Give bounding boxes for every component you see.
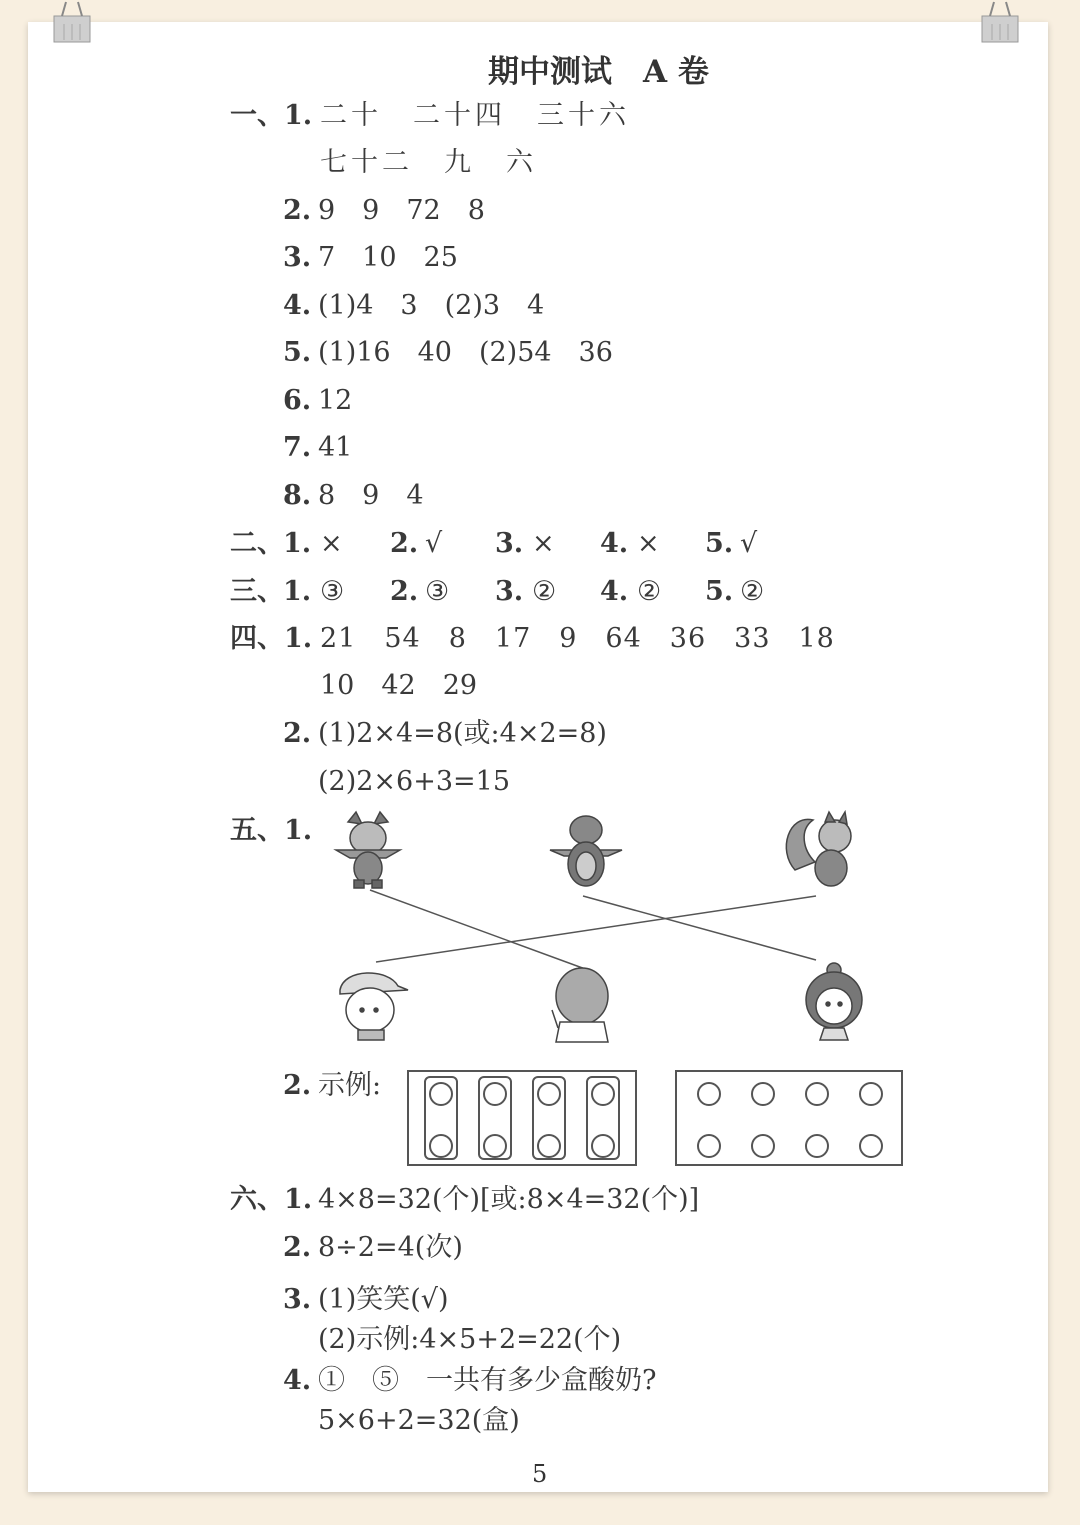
question-number: 2. bbox=[283, 195, 312, 226]
circle-icon bbox=[697, 1082, 721, 1106]
answer-mark: × bbox=[320, 528, 343, 559]
question-number: 4. bbox=[283, 1365, 312, 1396]
answer-text: (1)2×4=8(或:4×2=8) bbox=[318, 718, 607, 749]
answer-choice: ③ bbox=[320, 576, 345, 607]
question-number: 8. bbox=[283, 480, 312, 511]
circle-icon bbox=[805, 1134, 829, 1158]
answer-mark: × bbox=[637, 528, 660, 559]
circle-icon bbox=[751, 1134, 775, 1158]
answer-text: 9 9 72 8 bbox=[318, 195, 485, 226]
question-number: 4. bbox=[600, 528, 629, 559]
question-number: 3. bbox=[495, 528, 524, 559]
penguin-icon bbox=[550, 816, 622, 886]
question-number: 5. bbox=[705, 528, 734, 559]
answer-choice: ② bbox=[532, 576, 557, 607]
circle-icon bbox=[591, 1134, 615, 1158]
answer-text: (1)16 40 (2)54 36 bbox=[318, 337, 613, 368]
question-number: 3. bbox=[283, 1284, 312, 1315]
answer-text: 8 9 4 bbox=[318, 480, 424, 511]
binder-clip-icon bbox=[50, 0, 94, 44]
question-number: 5. bbox=[705, 576, 734, 607]
question-number: 6. bbox=[283, 385, 312, 416]
circle-icon bbox=[859, 1082, 883, 1106]
circle-icon bbox=[751, 1082, 775, 1106]
boy-cap-icon bbox=[340, 973, 408, 1040]
question-number: 4. bbox=[283, 290, 312, 321]
answer-choice: ③ bbox=[425, 576, 450, 607]
answer-text: 12 bbox=[318, 385, 353, 416]
circle-icon bbox=[483, 1082, 507, 1106]
question-number: 1. bbox=[283, 528, 312, 559]
binder-clip-icon bbox=[978, 0, 1022, 44]
answer-mark: × bbox=[532, 528, 555, 559]
question-number: 3. bbox=[495, 576, 524, 607]
answer-text: (2)示例:4×5+2=22(个) bbox=[318, 1324, 622, 1355]
section-4-label: 四、1. bbox=[230, 623, 313, 654]
answer-text: 5×6+2=32(盒) bbox=[318, 1405, 520, 1436]
question-number: 2. bbox=[283, 718, 312, 749]
fox-icon bbox=[336, 812, 400, 888]
squirrel-icon bbox=[786, 812, 851, 886]
answer-page bbox=[28, 22, 1048, 1492]
circle-icon bbox=[537, 1134, 561, 1158]
question-number: 7. bbox=[283, 432, 312, 463]
circle-icon bbox=[537, 1082, 561, 1106]
answer-text: 41 bbox=[318, 432, 353, 463]
answer-line: 21 54 8 17 9 64 36 33 18 bbox=[320, 623, 835, 654]
answer-line: 10 42 29 bbox=[320, 670, 478, 701]
answer-line: 七十二 九 六 bbox=[320, 147, 537, 178]
answer-choice: ② bbox=[637, 576, 662, 607]
girl-icon bbox=[806, 963, 862, 1040]
question-number: 2. bbox=[390, 528, 419, 559]
answer-line: 二十 二十四 三十六 bbox=[320, 100, 630, 131]
question-number: 3. bbox=[283, 242, 312, 273]
section-1-label: 一、1. bbox=[230, 100, 313, 131]
circle-icon bbox=[429, 1082, 453, 1106]
circle-icon bbox=[591, 1082, 615, 1106]
answer-choice: ② bbox=[740, 576, 765, 607]
matching-figure bbox=[330, 810, 890, 1050]
answer-text: (2)2×6+3=15 bbox=[318, 766, 511, 797]
page-number: 5 bbox=[532, 1460, 548, 1488]
answer-text: 7 10 25 bbox=[318, 242, 458, 273]
answer-mark: √ bbox=[740, 528, 758, 559]
section-2-label: 二、 bbox=[230, 528, 284, 559]
boy-back-icon bbox=[552, 968, 608, 1042]
question-number: 4. bbox=[600, 576, 629, 607]
answer-mark: √ bbox=[425, 528, 443, 559]
answer-text: 8÷2=4(次) bbox=[318, 1232, 463, 1263]
question-number: 5. bbox=[283, 337, 312, 368]
question-number: 2. bbox=[390, 576, 419, 607]
section-6-label: 六、1. bbox=[230, 1184, 313, 1215]
answer-text: 4×8=32(个)[或:8×4=32(个)] bbox=[318, 1184, 700, 1215]
circle-icon bbox=[483, 1134, 507, 1158]
example-label: 示例: bbox=[318, 1070, 382, 1101]
answer-text: ① ⑤ 一共有多少盒酸奶? bbox=[318, 1365, 657, 1396]
answer-text: (1)4 3 (2)3 4 bbox=[318, 290, 545, 321]
answer-text: (1)笑笑(√) bbox=[318, 1284, 449, 1315]
section-5-label: 五、1. bbox=[230, 815, 313, 846]
question-number: 2. bbox=[283, 1232, 312, 1263]
circle-icon bbox=[429, 1134, 453, 1158]
circle-icon bbox=[697, 1134, 721, 1158]
circle-icon bbox=[805, 1082, 829, 1106]
circle-icon bbox=[859, 1134, 883, 1158]
question-number: 1. bbox=[283, 576, 312, 607]
page-title: 期中测试 A 卷 bbox=[488, 54, 709, 90]
section-3-label: 三、 bbox=[230, 576, 284, 607]
question-number: 2. bbox=[283, 1070, 312, 1101]
